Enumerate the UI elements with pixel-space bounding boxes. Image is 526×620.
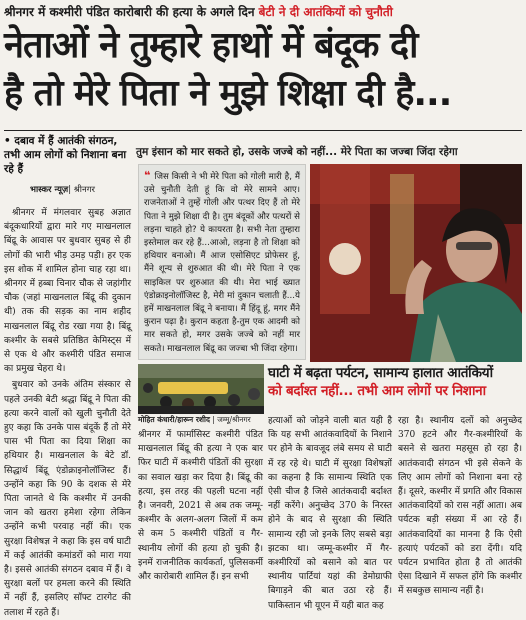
photo-credit [138,414,264,426]
byline [30,184,95,195]
story-column-4 [398,414,522,597]
quote-mark-icon: ❝ [144,169,155,182]
second-headline-line-1: घाटी में बढ़ता पर्यटन, सामान्य हालात आतंकियों [268,365,493,381]
column-1-paragraph-1: श्रीनगर में मंगलवार सुबह अज्ञात बंदूकधारियों द्वारा मारे गए माखनलाल बिंद्रू के आवास पर बुधवार सुबह से ही लोगों की भारी भीड़ उमड़ पड़ी। हर एक इस शोक में शामिल होना चाह रहा था। श्रीनगर में हब्बा चिनार चौक से जहांगीर चौक (जहां माखनलाल बिंद्रू की दुकान थी) तक की सड़क का नाम शहीद माखनलाल बिंद्रू रोड रखा गया है। बिंद्रू कश्मीर के सबसे प्रतिष्ठित केमिस्ट्स में से एक थे और कश्मीरी पंडित समाज का प्रमुख चेहरा थे। [4,208,131,375]
column-3-text: हत्याओं को जोड़ने वाली बात यही है कि यह सभी आतंकवादियों के निशाने पर होने के बावजूद लंबे समय से घाटी में रह रहे थे। घाटी में सुरक्षा विशेषज्ञों का कहना है कि सामान्य स्थिति एक ऐसी चीज है जिसे आतंकवादी बर्दाश्त नहीं करेंगे। अनुच्छेद 370 के निरस्त होने के बाद से सुरक्षा की स्थिति सामान्य रही जो इनके लिए सबसे बड़ा झटका था। जम्मू-कश्मीर में गैर-कश्मीरियों को बसाने को बात पर स्थानीय पार्टियां यहां की डेमोग्राफी बिगाड़ने की बात उठा रहे हैं। पाकिस्तान भी यूएन में यही बात कह [268,416,392,611]
kicker-line [4,2,522,22]
crowd-illustration [138,364,264,414]
second-headline [268,364,522,412]
photo-credit-names: मोहित कंधारी/हारून रशीद [138,415,210,424]
kicker-prefix: श्रीनगर में कश्मीरी पंडित कारोबारी की हत्या के अगले दिन [4,5,259,19]
story-column-2 [138,428,263,594]
story-column-3 [268,414,392,611]
sidebar-bullet: • दबाव में हैं आतंकी संगठन, तभी आम लोगों को निशाना बना रहे हैं [4,135,127,175]
byline-city: | श्रीनगर [68,185,95,195]
story-column-1 [4,206,131,618]
kicker-highlight: बेटी ने दी आतंकियों को चुनौती [258,5,393,19]
column-4-text: रहा है। स्थानीय दलों को अनुच्छेद 370 हटने और गैर-कश्मीरियों के बसने से खतरा महसूस हो रहा है। आतंकवादी संगठन भी इसे सेकने के लिए आम लोगों को निशाना बना रहे हैं। दूसरे, कश्मीर में प्रगति और विकास आतंकवादियों को रास नहीं आता। अब पर्यटक बड़ी संख्या में आ रहे हैं। आतंकवादियों का मानना है कि ऐसी हत्याएं पर्यटकों को डरा देंगी। यदि पर्यटन प्रभावित होता है तो आतंकी ऐसा दिखाने में सफल होंगे कि कश्मीर में सबकुछ सामान्य नहीं है। [398,416,522,597]
shraddha-bindroo-photo [310,164,522,362]
main-headline [4,22,522,128]
quote-subhead: तुम इंसान को मार सकते हो, उसके जज्बे को नहीं... मेरे पिता का जज्बा जिंदा रहेगा [136,146,458,158]
headline-line-1: नेताओं ने तुम्हारे हाथों में बंदूक दी [4,25,418,66]
quote-text: जिस किसी ने भी मेरे पिता को गोली मारी है, मैं उसे चुनौती देती हूं कि वो मेरे सामने आए। राजनेताओं ने तुम्हें गोली और पत्थर दिए हैं तो मेरे पिता ने मुझे शिक्षा दी है। तुम बंदूकों और पत्थरों से लड़ना चाहते हो? ये कायरता है। सभी नेता तुम्हारा इस्तेमाल कर रहे हैं...आओ, लड़ना है तो शिक्षा को हथियार बनाओ। मैं आज एसोसिएट प्रोफेसर हूं, मैंने शून्य से शुरुआत की थी। मेरे पिता ने एक साइकिल पर शुरुआत की थी। मेरा भाई ख्यात एंडोक्राइनोलॉजिस्ट है, मेरी मां दुकान चलाती हैं...ये हमें माखनलाल बिंद्रू ने बनाया। मैं हिंदू हूं, मगर मैंने कुरान पढ़ा है। कुरान कहता है-तुम एक आदमी को मार सकते हो, मगर उसके जज्बे को नहीं मार सकते। माखनलाल बिंद्रू का जज्बा भी जिंदा रहेगा। [144,172,300,354]
column-2-text: श्रीनगर में फार्मासिस्ट कश्मीरी पंडित माखनलाल बिंद्रू की हत्या ने एक बार फिर घाटी में कश्मीरी पंडितों की सुरक्षा का सवाल खड़ा कर दिया है। बिंद्रू की हत्या, इस तरह की पहली घटना नहीं है। जनवरी, 2021 से अब तक जम्मू-कश्मीर के अलग-अलग जिलों में कम से कम 5 कश्मीरी पंडितों व गैर-स्थानीय लोगों की हत्या हो चुकी है। इनमें राजनीतिक कार्यकर्ता, पुलिसकर्मी और कारोबारी शामिल हैं। इन सभी [138,430,263,583]
funeral-crowd-photo [138,364,264,414]
headline-divider [4,130,522,131]
portrait-illustration [310,164,522,362]
byline-source: भास्कर न्यूज़ [30,185,69,195]
photo-credit-city: | जम्मू/श्रीनगर [209,415,251,424]
second-headline-line-2: को बर्दाश्त नहीं... तभी आम लोगों पर निशाना [268,383,486,399]
column-1-paragraph-2: बुधवार को उनके अंतिम संस्कार से पहले उनकी बेटी श्रद्धा बिंद्रू ने पिता की हत्या करने वालों को खुली चुनौती देते हुए कहा कि उनके पास बंदूकें हैं तो मेरे पास भी पिता का दिया शिक्षा का हथियार है। माखनलाल के बेटे डॉ. सिद्धार्थ बिंद्रू एंडोक्राइनोलॉजिस्ट हैं। उन्होंने कहा कि 90 के दशक से मेरे पिता जानते थे कि कश्मीर में उनकी जान को खतरा हमेशा रहेगा लेकिन उन्होंने कभी परवाह नहीं की। एक सुरक्षा विशेषज्ञ ने कहा कि इस वर्ष घाटी में कई आतंकी कमांडरों को मारा गया है। इससे आतंकी संगठन दबाव में हैं। वे सुरक्षा बलों पर हमला करने की स्थिति में नहीं हैं, इसलिए सॉफ्ट टारगेट की तलाश में रहते हैं। [4,380,131,618]
quote-box [138,164,306,360]
headline-line-2: है तो मेरे पिता ने मुझे शिक्षा दी है... [4,73,452,114]
